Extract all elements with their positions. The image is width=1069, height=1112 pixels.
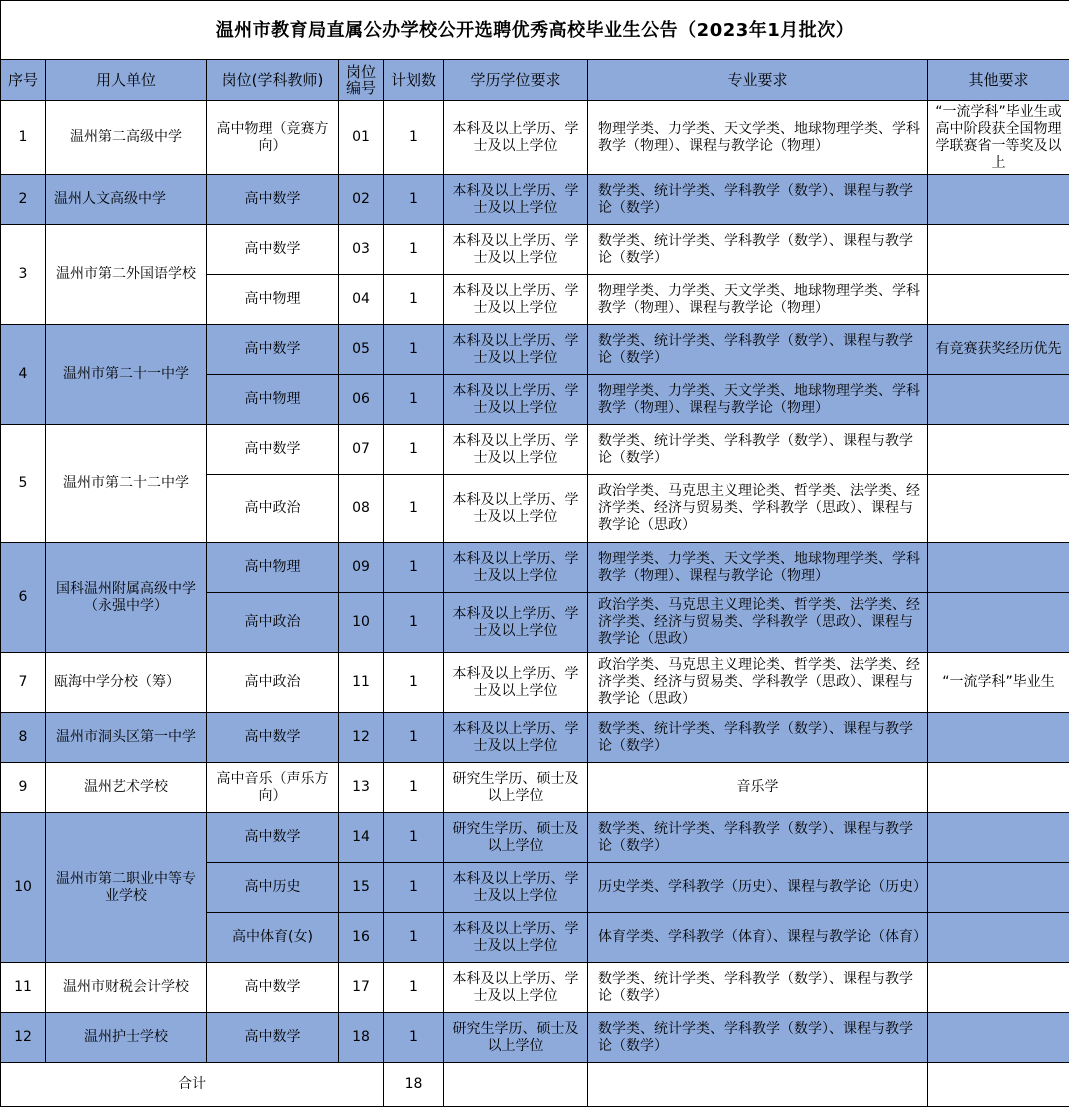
plan-cell: 1	[384, 913, 444, 963]
other-cell: “一流学科”毕业生或高中阶段获全国物理学联赛省一等奖及以上	[928, 101, 1069, 175]
post-cell: 高中数学	[207, 425, 339, 475]
plan-cell: 1	[384, 713, 444, 763]
major-cell: 政治学类、马克思主义理论类、哲学类、法学类、经济学类、经济与贸易类、学科教学（思政）、课程与教学论（思政）	[588, 593, 928, 653]
code-cell: 10	[339, 593, 384, 653]
code-cell: 16	[339, 913, 384, 963]
other-cell: “一流学科”毕业生	[928, 653, 1069, 713]
plan-cell: 1	[384, 101, 444, 175]
code-cell: 07	[339, 425, 384, 475]
major-cell: 政治学类、马克思主义理论类、哲学类、法学类、经济学类、经济与贸易类、学科教学（思政）、课程与教学论（思政）	[588, 653, 928, 713]
post-cell: 高中数学	[207, 325, 339, 375]
unit-cell: 温州市第二十一中学	[46, 325, 207, 425]
unit-cell: 温州市第二十二中学	[46, 425, 207, 543]
post-cell: 高中数学	[207, 963, 339, 1013]
edu-cell: 本科及以上学历、学士及以上学位	[444, 653, 588, 713]
header-plan: 计划数	[384, 60, 444, 101]
plan-cell: 1	[384, 963, 444, 1013]
unit-cell: 温州人文高级中学	[46, 175, 207, 225]
seq-cell: 1	[1, 101, 46, 175]
post-cell: 高中物理	[207, 275, 339, 325]
unit-cell: 温州第二高级中学	[46, 101, 207, 175]
major-cell: 体育学类、学科教学（体育）、课程与教学论（体育）	[588, 913, 928, 963]
seq-cell: 2	[1, 175, 46, 225]
code-cell: 02	[339, 175, 384, 225]
table-row	[1, 963, 1069, 1013]
page-title: 温州市教育局直属公办学校公开选聘优秀高校毕业生公告（2023年1月批次）	[1, 1, 1069, 60]
unit-cell: 温州市洞头区第一中学	[46, 713, 207, 763]
code-cell: 13	[339, 763, 384, 813]
code-cell: 17	[339, 963, 384, 1013]
other-cell	[928, 963, 1069, 1013]
edu-cell: 本科及以上学历、学士及以上学位	[444, 713, 588, 763]
plan-cell: 1	[384, 863, 444, 913]
edu-cell: 本科及以上学历、学士及以上学位	[444, 175, 588, 225]
plan-cell: 1	[384, 475, 444, 543]
total-empty-edu	[444, 1063, 588, 1107]
post-cell: 高中音乐（声乐方向）	[207, 763, 339, 813]
major-cell: 物理学类、力学类、天文学类、地球物理学类、学科教学（物理）、课程与教学论（物理）	[588, 275, 928, 325]
post-cell: 高中政治	[207, 475, 339, 543]
major-cell: 物理学类、力学类、天文学类、地球物理学类、学科教学（物理）、课程与教学论（物理）	[588, 543, 928, 593]
code-cell: 11	[339, 653, 384, 713]
total-empty-major	[588, 1063, 928, 1107]
post-cell: 高中物理（竞赛方向）	[207, 101, 339, 175]
major-cell: 数学类、统计学类、学科教学（数学）、课程与教学论（数学）	[588, 1013, 928, 1063]
edu-cell: 本科及以上学历、学士及以上学位	[444, 275, 588, 325]
unit-cell: 温州市第二外国语学校	[46, 225, 207, 325]
major-cell: 数学类、统计学类、学科教学（数学）、课程与教学论（数学）	[588, 813, 928, 863]
header-edu: 学历学位要求	[444, 60, 588, 101]
table-row	[1, 813, 1069, 863]
seq-cell: 11	[1, 963, 46, 1013]
plan-cell: 1	[384, 1013, 444, 1063]
other-cell	[928, 863, 1069, 913]
other-cell	[928, 763, 1069, 813]
code-cell: 04	[339, 275, 384, 325]
edu-cell: 本科及以上学历、学士及以上学位	[444, 325, 588, 375]
seq-cell: 9	[1, 763, 46, 813]
post-cell: 高中数学	[207, 713, 339, 763]
edu-cell: 本科及以上学历、学士及以上学位	[444, 963, 588, 1013]
plan-cell: 1	[384, 225, 444, 275]
seq-cell: 3	[1, 225, 46, 325]
plan-cell: 1	[384, 653, 444, 713]
table-row	[1, 425, 1069, 475]
major-cell: 数学类、统计学类、学科教学（数学）、课程与教学论（数学）	[588, 325, 928, 375]
edu-cell: 本科及以上学历、学士及以上学位	[444, 593, 588, 653]
seq-cell: 4	[1, 325, 46, 425]
post-cell: 高中政治	[207, 653, 339, 713]
plan-cell: 1	[384, 275, 444, 325]
code-cell: 15	[339, 863, 384, 913]
table-row	[1, 713, 1069, 763]
seq-cell: 8	[1, 713, 46, 763]
other-cell	[928, 1013, 1069, 1063]
edu-cell: 本科及以上学历、学士及以上学位	[444, 425, 588, 475]
major-cell: 政治学类、马克思主义理论类、哲学类、法学类、经济学类、经济与贸易类、学科教学（思政）、课程与教学论（思政）	[588, 475, 928, 543]
edu-cell: 本科及以上学历、学士及以上学位	[444, 101, 588, 175]
edu-cell: 本科及以上学历、学士及以上学位	[444, 475, 588, 543]
code-cell: 18	[339, 1013, 384, 1063]
plan-cell: 1	[384, 543, 444, 593]
table-row	[1, 175, 1069, 225]
plan-cell: 1	[384, 813, 444, 863]
total-row	[1, 1063, 1069, 1107]
table-row	[1, 1013, 1069, 1063]
major-cell: 物理学类、力学类、天文学类、地球物理学类、学科教学（物理）、课程与教学论（物理）	[588, 101, 928, 175]
post-cell: 高中物理	[207, 543, 339, 593]
edu-cell: 研究生学历、硕士及以上学位	[444, 813, 588, 863]
edu-cell: 研究生学历、硕士及以上学位	[444, 1013, 588, 1063]
other-cell	[928, 813, 1069, 863]
post-cell: 高中物理	[207, 375, 339, 425]
seq-cell: 5	[1, 425, 46, 543]
header-post: 岗位(学科教师)	[207, 60, 339, 101]
unit-cell: 温州市第二职业中等专业学校	[46, 813, 207, 963]
edu-cell: 本科及以上学历、学士及以上学位	[444, 863, 588, 913]
edu-cell: 本科及以上学历、学士及以上学位	[444, 913, 588, 963]
table-row	[1, 325, 1069, 375]
other-cell	[928, 375, 1069, 425]
unit-cell: 温州艺术学校	[46, 763, 207, 813]
table-row	[1, 543, 1069, 593]
code-cell: 14	[339, 813, 384, 863]
seq-cell: 7	[1, 653, 46, 713]
table-row	[1, 763, 1069, 813]
major-cell: 音乐学	[588, 763, 928, 813]
post-cell: 高中政治	[207, 593, 339, 653]
table-row	[1, 225, 1069, 275]
header-seq: 序号	[1, 60, 46, 101]
edu-cell: 本科及以上学历、学士及以上学位	[444, 375, 588, 425]
other-cell	[928, 913, 1069, 963]
header-major: 专业要求	[588, 60, 928, 101]
post-cell: 高中数学	[207, 175, 339, 225]
other-cell	[928, 543, 1069, 593]
code-cell: 05	[339, 325, 384, 375]
edu-cell: 本科及以上学历、学士及以上学位	[444, 225, 588, 275]
code-cell: 12	[339, 713, 384, 763]
other-cell	[928, 225, 1069, 275]
unit-cell: 瓯海中学分校（筹）	[46, 653, 207, 713]
other-cell	[928, 475, 1069, 543]
unit-cell: 国科温州附属高级中学（永强中学）	[46, 543, 207, 653]
code-cell: 06	[339, 375, 384, 425]
major-cell: 数学类、统计学类、学科教学（数学）、课程与教学论（数学）	[588, 175, 928, 225]
major-cell: 数学类、统计学类、学科教学（数学）、课程与教学论（数学）	[588, 963, 928, 1013]
post-cell: 高中历史	[207, 863, 339, 913]
post-cell: 高中数学	[207, 225, 339, 275]
other-cell	[928, 275, 1069, 325]
major-cell: 历史学类、学科教学（历史）、课程与教学论（历史）	[588, 863, 928, 913]
code-cell: 08	[339, 475, 384, 543]
plan-cell: 1	[384, 593, 444, 653]
plan-cell: 1	[384, 325, 444, 375]
header-unit: 用人单位	[46, 60, 207, 101]
plan-cell: 1	[384, 175, 444, 225]
major-cell: 数学类、统计学类、学科教学（数学）、课程与教学论（数学）	[588, 225, 928, 275]
major-cell: 数学类、统计学类、学科教学（数学）、课程与教学论（数学）	[588, 425, 928, 475]
header-row	[1, 60, 1069, 101]
plan-cell: 1	[384, 375, 444, 425]
post-cell: 高中数学	[207, 813, 339, 863]
major-cell: 物理学类、力学类、天文学类、地球物理学类、学科教学（物理）、课程与教学论（物理）	[588, 375, 928, 425]
other-cell	[928, 425, 1069, 475]
code-cell: 09	[339, 543, 384, 593]
unit-cell: 温州市财税会计学校	[46, 963, 207, 1013]
total-empty-other	[928, 1063, 1069, 1107]
header-other: 其他要求	[928, 60, 1069, 101]
other-cell	[928, 593, 1069, 653]
table-row	[1, 101, 1069, 175]
other-cell	[928, 713, 1069, 763]
plan-cell: 1	[384, 763, 444, 813]
table-row	[1, 653, 1069, 713]
unit-cell: 温州护士学校	[46, 1013, 207, 1063]
post-cell: 高中数学	[207, 1013, 339, 1063]
code-cell: 03	[339, 225, 384, 275]
plan-cell: 1	[384, 425, 444, 475]
other-cell	[928, 175, 1069, 225]
total-label: 合计	[1, 1063, 384, 1107]
seq-cell: 6	[1, 543, 46, 653]
edu-cell: 本科及以上学历、学士及以上学位	[444, 543, 588, 593]
post-cell: 高中体育(女)	[207, 913, 339, 963]
edu-cell: 研究生学历、硕士及以上学位	[444, 763, 588, 813]
code-cell: 01	[339, 101, 384, 175]
seq-cell: 10	[1, 813, 46, 963]
total-plan: 18	[384, 1063, 444, 1107]
other-cell: 有竞赛获奖经历优先	[928, 325, 1069, 375]
header-code: 岗位编号	[339, 60, 384, 101]
seq-cell: 12	[1, 1013, 46, 1063]
major-cell: 数学类、统计学类、学科教学（数学）、课程与教学论（数学）	[588, 713, 928, 763]
